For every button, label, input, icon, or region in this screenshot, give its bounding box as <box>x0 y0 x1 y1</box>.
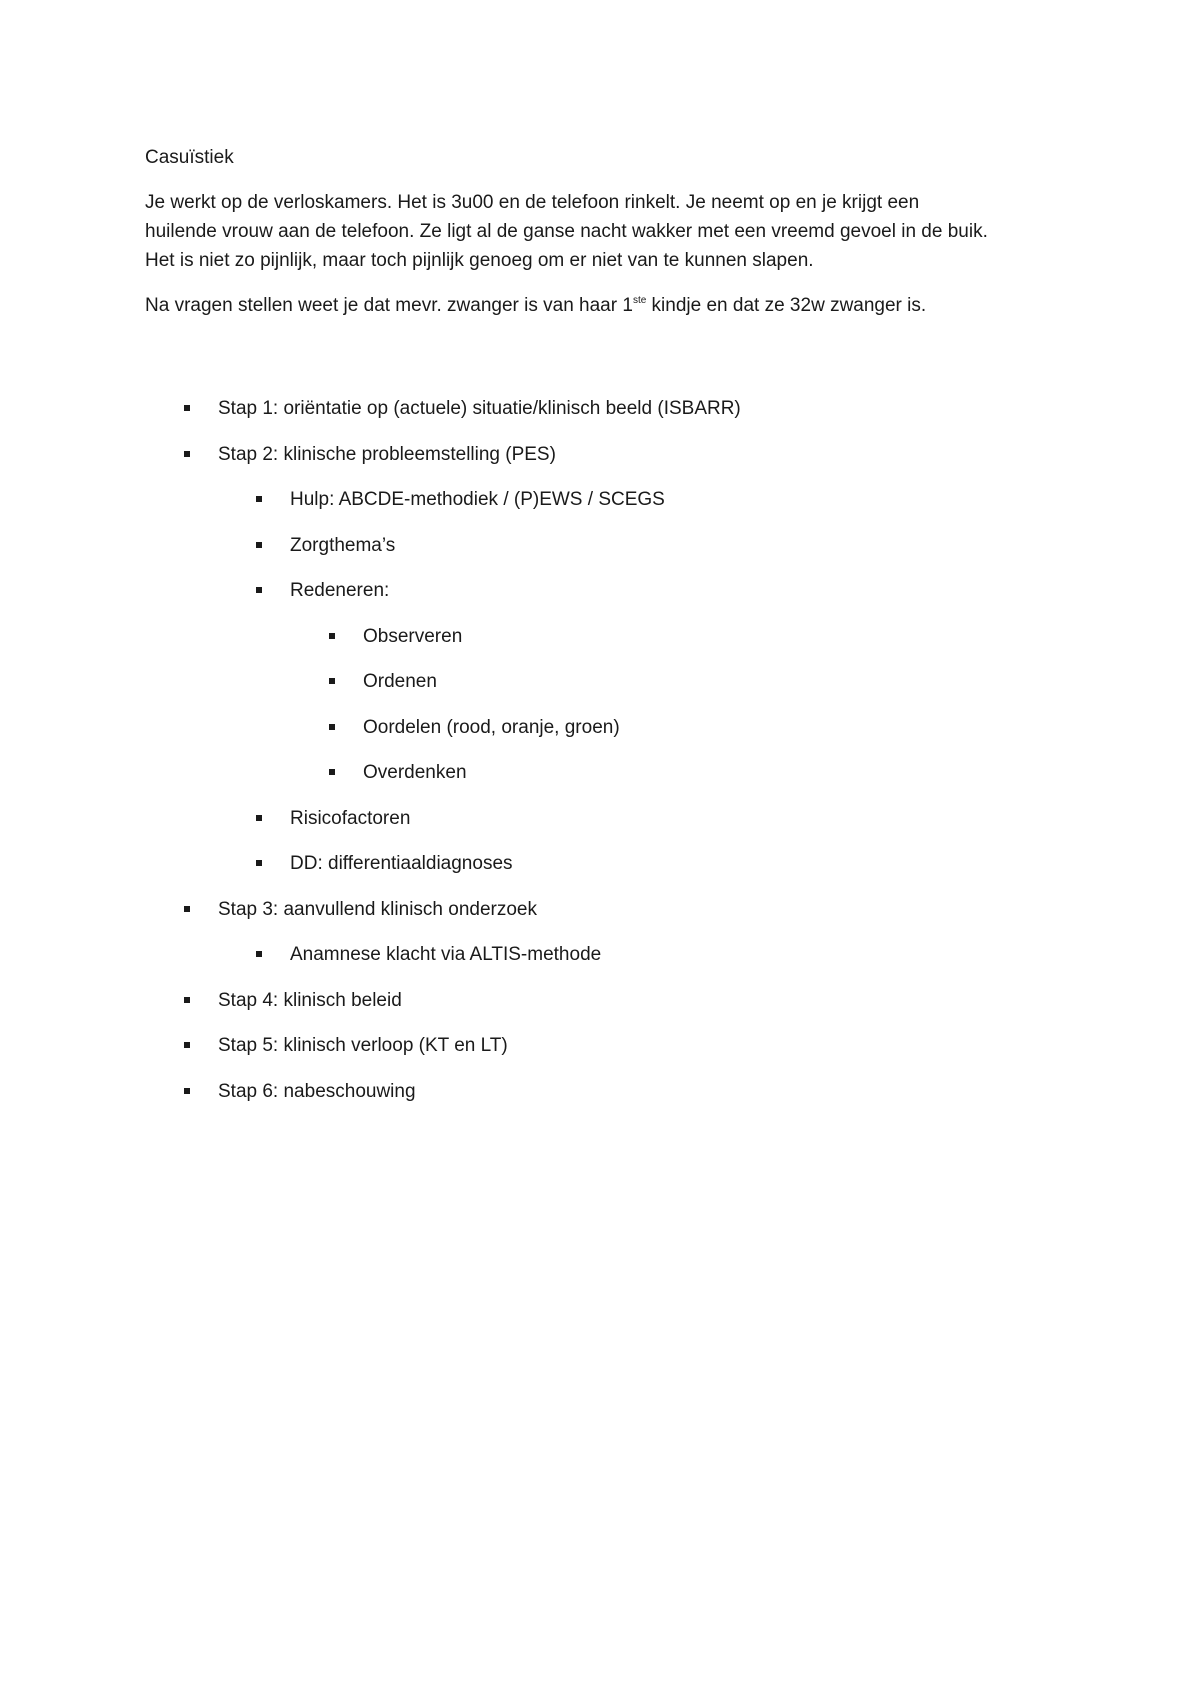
list-item-label: Risicofactoren <box>290 807 411 829</box>
list-item-label: Stap 6: nabeschouwing <box>218 1080 416 1102</box>
square-bullet-icon <box>329 633 335 639</box>
square-bullet-icon <box>329 678 335 684</box>
pregnancy-paragraph <box>145 291 1075 320</box>
square-bullet-icon <box>329 769 335 775</box>
square-bullet-icon <box>256 496 262 502</box>
list-item-label: Overdenken <box>363 762 467 783</box>
square-bullet-icon <box>184 405 190 411</box>
case-line-1: Je werkt op de verloskamers. Het is 3u00 en de telefoon rinkelt. Je neemt op en je krijgt een <box>145 192 920 213</box>
list-item <box>145 667 1075 696</box>
list-item <box>145 440 1075 469</box>
square-bullet-icon <box>184 906 190 912</box>
list-item-label: Zorgthema’s <box>290 534 396 556</box>
list-item-label: Anamnese klacht via ALTIS-methode <box>290 944 602 965</box>
list-item-label: Stap 2: klinische probleemstelling (PES) <box>218 443 556 465</box>
square-bullet-icon <box>184 997 190 1003</box>
square-bullet-icon <box>184 1042 190 1048</box>
pregnancy-text-before: Na vragen stellen weet je dat mevr. zwanger is van haar 1 <box>145 295 633 316</box>
list-item-label: Ordenen <box>363 671 437 692</box>
square-bullet-icon <box>256 815 262 821</box>
pregnancy-text-after: kindje en dat ze 32w zwanger is. <box>646 295 927 316</box>
square-bullet-icon <box>256 587 262 593</box>
list-item-label: Stap 5: klinisch verloop (KT en LT) <box>218 1035 508 1056</box>
list-item <box>145 576 1075 605</box>
list-item-label: Oordelen (rood, oranje, groen) <box>363 716 620 738</box>
case-paragraph <box>145 188 1075 275</box>
list-item-label: Observeren <box>363 625 463 647</box>
case-line-2: huilende vrouw aan de telefoon. Ze ligt al de ganse nacht wakker met een vreemd gevoel in de buik. <box>145 221 988 242</box>
list-item-label: Stap 3: aanvullend klinisch onderzoek <box>218 898 537 920</box>
square-bullet-icon <box>256 542 262 548</box>
list-item <box>145 1077 1075 1106</box>
square-bullet-icon <box>256 951 262 957</box>
list-item <box>145 758 1075 787</box>
list-item-label: Stap 1: oriëntatie op (actuele) situatie/klinisch beeld (ISBARR) <box>218 398 741 419</box>
case-line-3: Het is niet zo pijnlijk, maar toch pijnlijk genoeg om er niet van te kunnen slapen. <box>145 250 814 271</box>
list-item <box>145 849 1075 878</box>
list-item-label: Stap 4: klinisch beleid <box>218 989 402 1011</box>
square-bullet-icon <box>256 860 262 866</box>
list-item <box>145 531 1075 560</box>
square-bullet-icon <box>184 1088 190 1094</box>
list-item <box>145 394 1075 423</box>
list-item <box>145 940 1075 969</box>
spacer <box>145 336 1075 394</box>
steps-list <box>145 394 1075 1106</box>
list-item <box>145 622 1075 651</box>
list-item <box>145 804 1075 833</box>
list-item-label: Redeneren: <box>290 580 390 601</box>
list-item <box>145 713 1075 742</box>
square-bullet-icon <box>329 724 335 730</box>
document-title: Casuïstiek <box>145 147 234 168</box>
list-item-label: Hulp: ABCDE-methodiek / (P)EWS / SCEGS <box>290 489 665 510</box>
list-item <box>145 485 1075 514</box>
ordinal-superscript: ste <box>632 295 647 306</box>
square-bullet-icon <box>184 451 190 457</box>
list-item-label: DD: differentiaaldiagnoses <box>290 853 513 874</box>
list-item <box>145 895 1075 924</box>
list-item <box>145 1031 1075 1060</box>
document-content <box>145 143 1075 1122</box>
list-item <box>145 986 1075 1015</box>
